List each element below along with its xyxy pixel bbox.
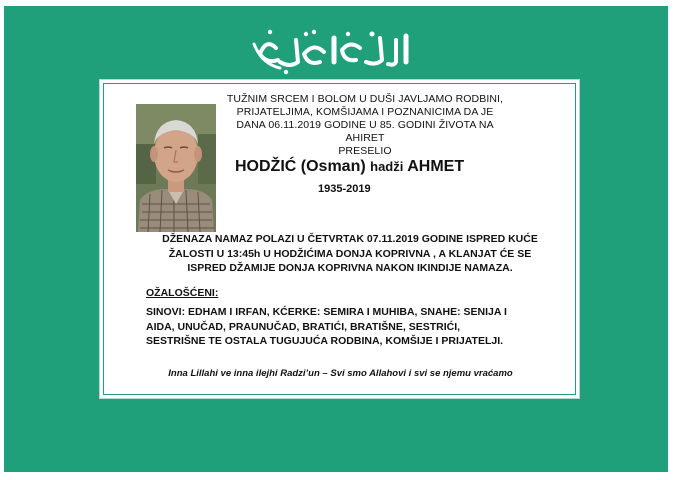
funeral-line: ISPRED DŽAMIJE DONJA KOPRIVNA NAKON IKINDIJE NAMAZA. — [187, 262, 513, 274]
mourners-list — [146, 305, 566, 349]
mourners-line: AIDA, UNUČAD, PRAUNUČAD, BRATIĆI, BRATIŠNE, SESTRIĆI, — [146, 320, 461, 333]
obituary-card — [99, 79, 580, 399]
arabic-calligraphy-icon — [4, 18, 668, 76]
intro-line: PRIJATELJIMA, KOMŠIJAMA I POZNANICIMA DA JE — [236, 106, 494, 118]
funeral-line: ŽALOSTI U 13:45h U HODŽIĆIMA DONJA KOPRIVNA , A KLANJAT ĆE SE — [168, 247, 532, 260]
funeral-line: DŽENAZA NAMAZ POLAZI U ČETVRTAK 07.11.2019 GODINE ISPRED KUĆE — [162, 233, 538, 245]
announcement-text — [220, 93, 510, 158]
surname: HODŽIĆ — [235, 158, 297, 175]
first-name: AHMET — [407, 158, 465, 175]
father-name: (Osman) — [300, 158, 366, 175]
intro-line: TUŽNIM SRCEM I BOLOM U DUŠI JAVLJAMO RODBINI, — [226, 93, 504, 105]
funeral-details — [140, 232, 560, 276]
intro-line: PRESELIO — [338, 145, 392, 157]
intro-line: DANA 06.11.2019 GODINE U 85. GODINI ŽIVOTA NA AHIRET — [236, 119, 494, 144]
mourners-heading: OŽALOŠĆENI: — [146, 287, 219, 299]
honorific-title: hadži — [370, 159, 404, 174]
deceased-name — [235, 158, 515, 176]
mourners-line: SESTRIŠNE TE OSTALA TUGUJUĆA RODBINA, KOMŠIJE I PRIJATELJI. — [146, 335, 504, 347]
portrait-photo — [136, 104, 216, 232]
green-frame — [4, 6, 668, 472]
life-years: 1935-2019 — [318, 183, 371, 195]
mourners-line: SINOVI: EDHAM I IRFAN, KĆERKE: SEMIRA I MUHIBA, SNAHE: SENIJA I — [146, 306, 507, 318]
closing-verse: Inna Lillahi ve inna ilejhi Radzi’un – Svi smo Allahovi i svi se njemu vraćamo — [168, 368, 513, 379]
